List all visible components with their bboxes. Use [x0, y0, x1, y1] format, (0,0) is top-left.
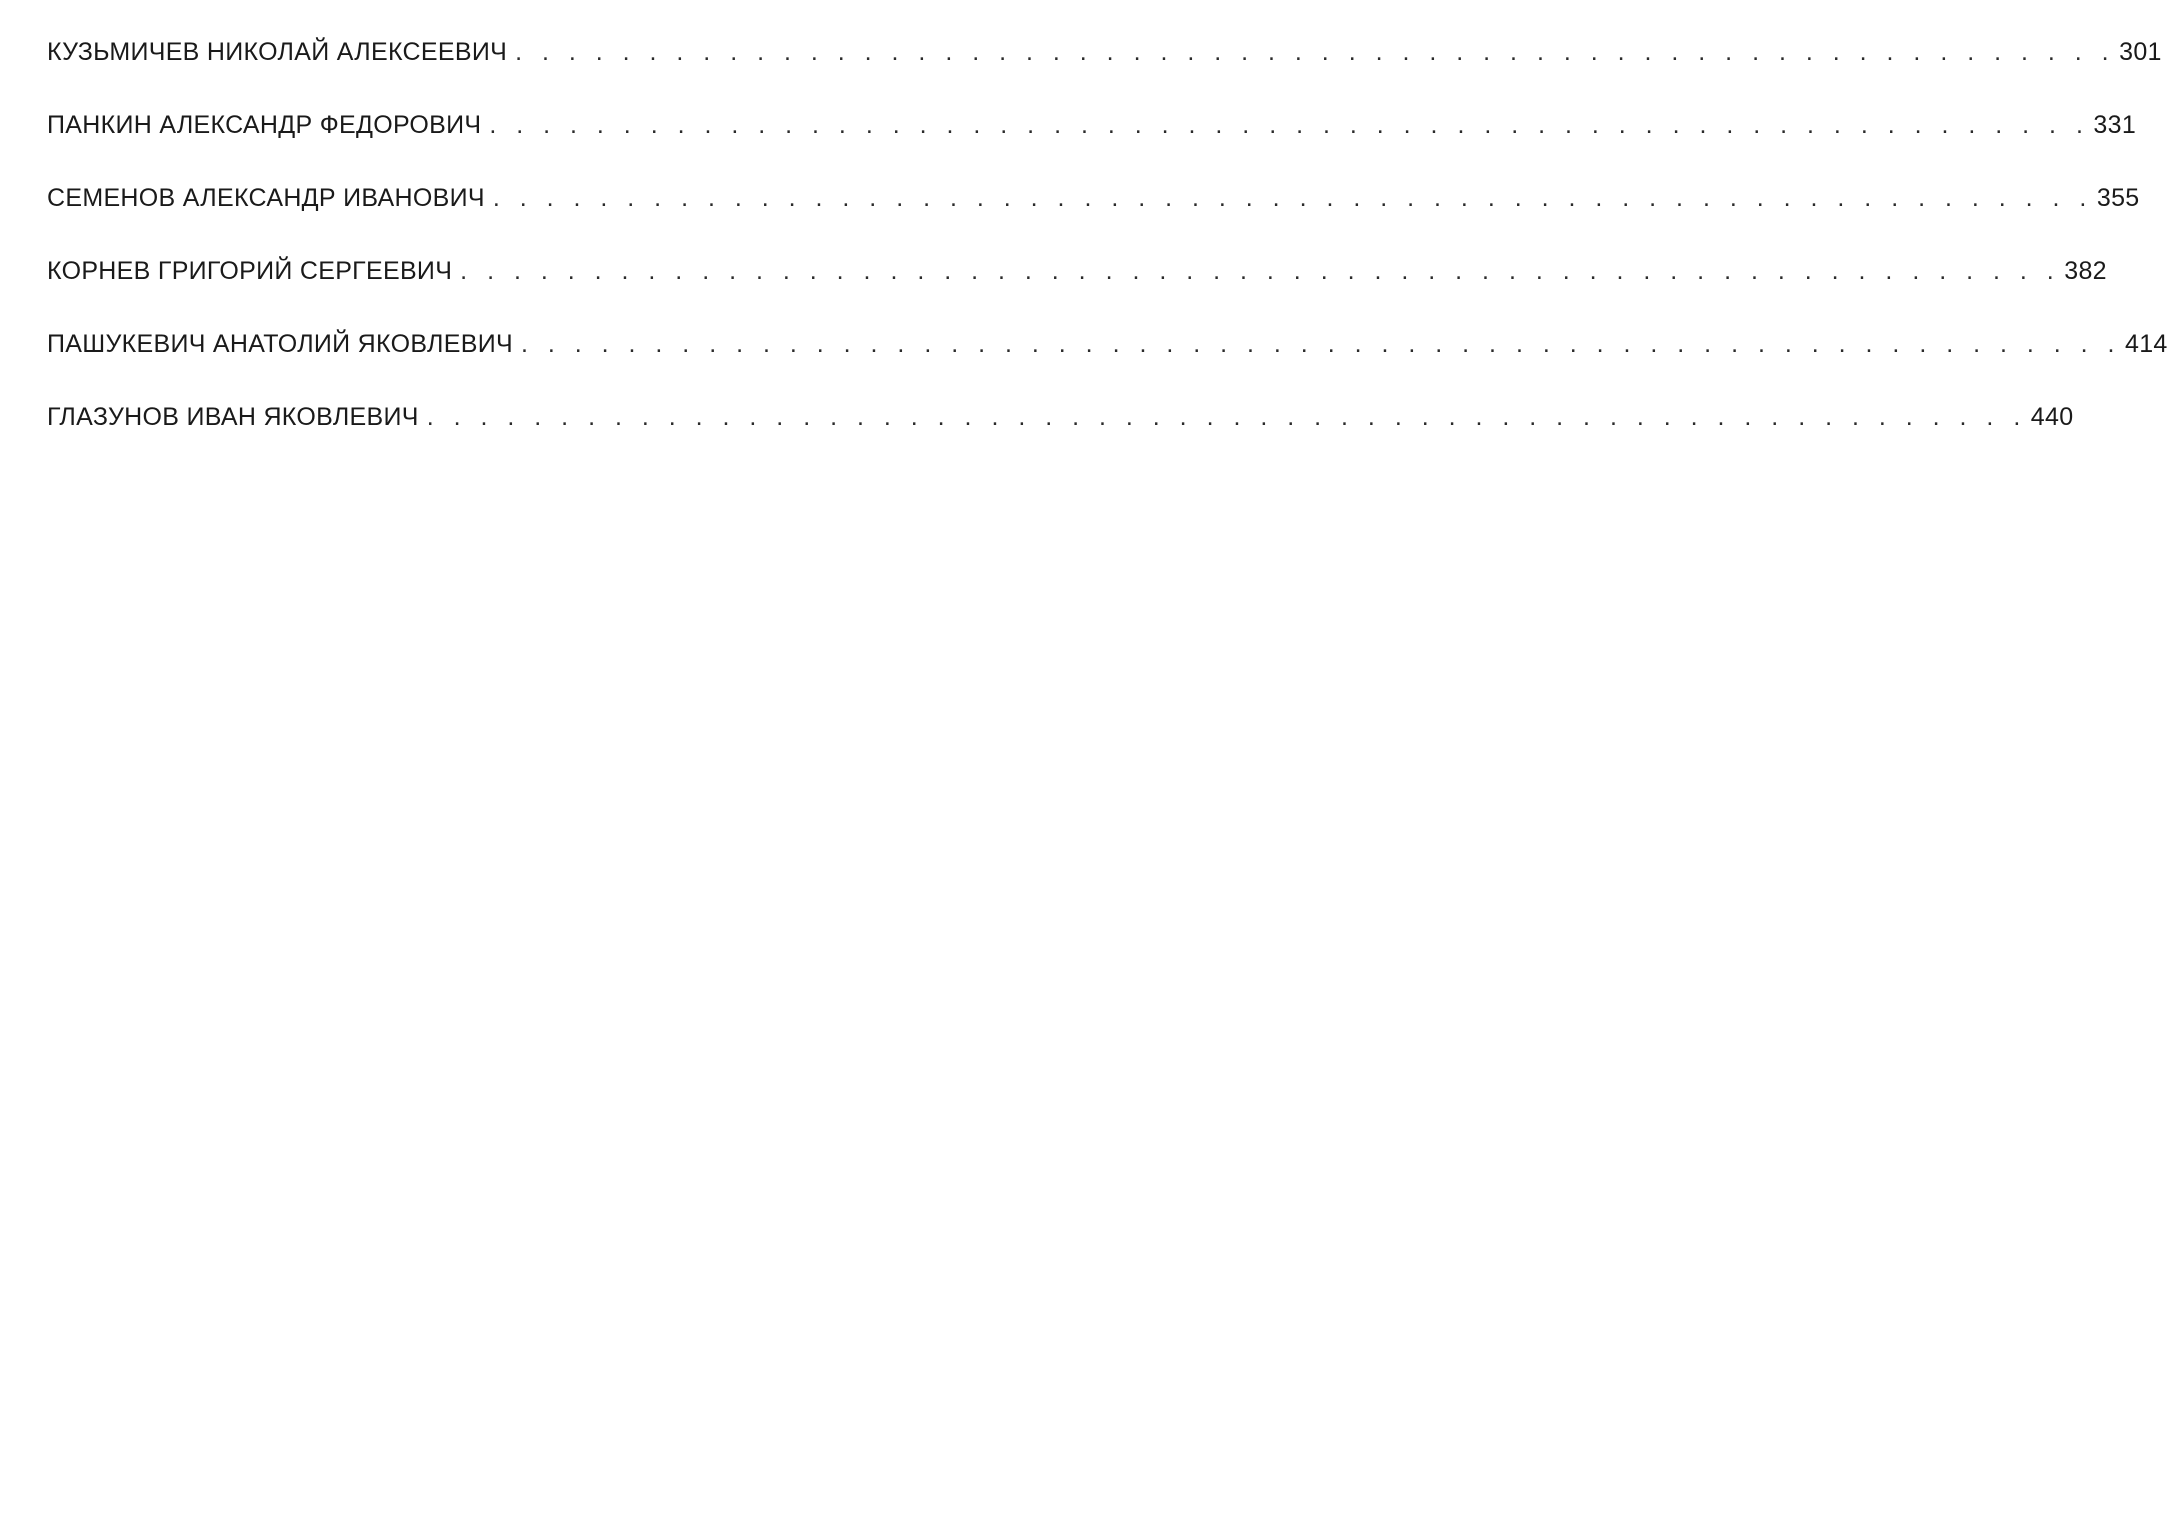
toc-entry [47, 330, 2168, 403]
toc-entry-name: ПАШУКЕВИЧ АНАТОЛИЙ ЯКОВЛЕВИЧ [47, 330, 513, 358]
toc-dot-leader: . . . . . . . . . . . . . . . . . . . . . . . . . . . . . . . . . . . . . . . . . . . . . . . . . . . . . . . . . . . . [426, 403, 2027, 431]
toc-page-number: 440 [2030, 403, 2074, 431]
toc-entry [47, 403, 2074, 476]
toc-entry [47, 257, 2107, 330]
toc-dot-leader: . . . . . . . . . . . . . . . . . . . . . . . . . . . . . . . . . . . . . . . . . . . . . . . . . . . . . . . . . . . . [460, 257, 2061, 285]
toc-page-number: 355 [2096, 184, 2140, 212]
toc-page-number: 301 [2119, 38, 2162, 66]
toc-dot-leader: . . . . . . . . . . . . . . . . . . . . . . . . . . . . . . . . . . . . . . . . . . . . . . . . . . . . . . . . . . . . [515, 38, 2116, 66]
toc-entry-name: КОРНЕВ ГРИГОРИЙ СЕРГЕЕВИЧ [47, 257, 453, 285]
toc-dot-leader: . . . . . . . . . . . . . . . . . . . . . . . . . . . . . . . . . . . . . . . . . . . . . . . . . . . . . . . . . . . . [489, 111, 2090, 139]
toc-page-number: 331 [2093, 111, 2137, 139]
table-of-contents [47, 38, 2168, 476]
toc-entry-name: КУЗЬМИЧЕВ НИКОЛАЙ АЛЕКСЕЕВИЧ [47, 38, 508, 66]
toc-entry-name: ГЛАЗУНОВ ИВАН ЯКОВЛЕВИЧ [47, 403, 419, 431]
toc-entry-name: ПАНКИН АЛЕКСАНДР ФЕДОРОВИЧ [47, 111, 482, 139]
toc-page-number: 414 [2125, 330, 2168, 358]
toc-entry [47, 111, 2137, 184]
toc-dot-leader: . . . . . . . . . . . . . . . . . . . . . . . . . . . . . . . . . . . . . . . . . . . . . . . . . . . . . . . . . . . . [492, 184, 2093, 212]
toc-entry-name: СЕМЕНОВ АЛЕКСАНДР ИВАНОВИЧ [47, 184, 485, 212]
toc-page-number: 382 [2064, 257, 2107, 285]
toc-dot-leader: . . . . . . . . . . . . . . . . . . . . . . . . . . . . . . . . . . . . . . . . . . . . . . . . . . . . . . . . . . . . [520, 330, 2122, 358]
toc-entry [47, 38, 2162, 111]
toc-entry [47, 184, 2140, 257]
